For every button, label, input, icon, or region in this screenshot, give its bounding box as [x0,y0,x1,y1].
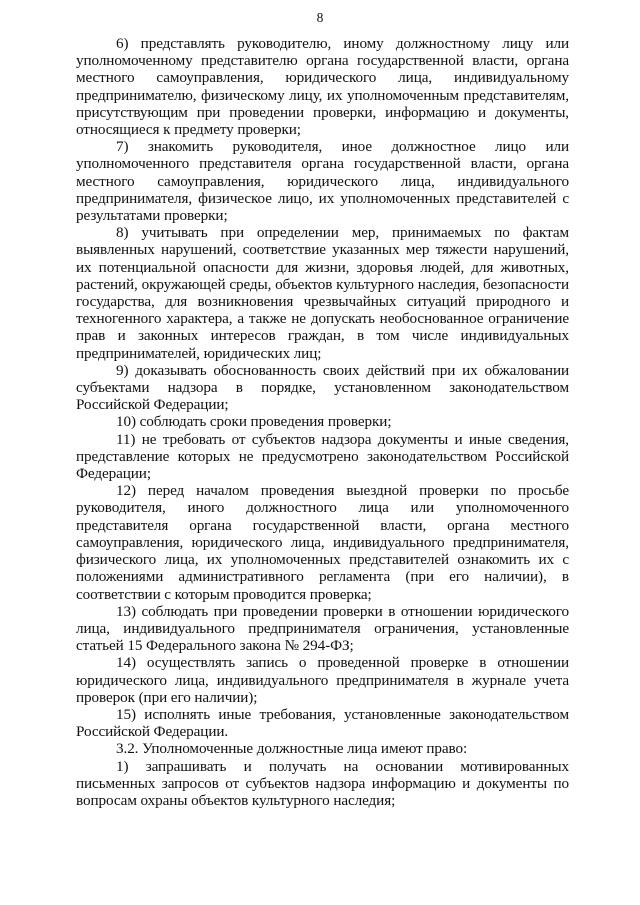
document-body [76,35,569,809]
paragraph-item-10: 10) соблюдать сроки проведения проверки; [116,413,392,431]
page-number: 8 [316,10,324,25]
paragraph-item-12: 12) перед началом проведения выездной проверки по просьбе руководителя, иного должностного лица или уполномоченного представителя органа государственной власти, органа местного самоуправления, юридического лица, индивидуального предпринимателя, физического лица, их уполномоченных представителей ознакомить их с положениями административного регламента (при его наличии), в соответствии с которым проводится проверка; [76,482,569,603]
section-heading-3-2: 3.2. Уполномоченные должностные лица имеют право: [116,740,468,758]
paragraph-item-13: 13) соблюдать при проведении проверки в отношении юридического лица, индивидуального предпринимателя ограничения, установленные статьей 15 Федерального закона № 294-ФЗ; [76,602,569,655]
paragraph-item-8: 8) учитывать при определении мер, принимаемых по фактам выявленных нарушений, соответствие указанных мер тяжести нарушений, их потенциальной опасности для жизни, здоровья людей, для животных, растений, окружающей среды, объектов культурного наследия, безопасности государства, для возникновения чрезвычайных ситуаций природного и техногенного характера, а также не допускать необоснованное ограничение прав и законных интересов граждан, в том числе индивидуальных предпринимателей, юридических лиц; [76,224,569,362]
paragraph-item-14: 14) осуществлять запись о проведенной проверке в отношении юридического лица, индивидуального предпринимателя в журнале учета проверок (при его наличии); [76,654,569,706]
paragraph-item-1: 1) запрашивать и получать на основании мотивированных письменных запросов от субъектов надзора информацию и документы по вопросам охраны объектов культурного наследия; [76,757,569,809]
paragraph-item-15: 15) исполнять иные требования, установленные законодательством Российской Федерации. [76,705,569,741]
paragraph-item-9: 9) доказывать обоснованность своих действий при их обжаловании субъектами надзора в порядке, установленном законодательством Российской Федерации; [76,361,569,414]
paragraph-item-7: 7) знакомить руководителя, иное должностное лицо или уполномоченного представителя органа государственной власти, органа местного самоуправления, юридического лица, индивидуального предпринимателя, физическое лицо, их уполномоченных представителей с результатами проверки; [76,138,569,225]
paragraph-item-6: 6) представлять руководителю, иному должностному лицу или уполномоченному представителю органа государственной власти, органа местного самоуправления, юридического лица, индивидуальному предпринимателю, физическому лицу, их уполномоченным представителям, присутствующим при проведении проверки, информацию и документы, относящиеся к предмету проверки; [76,35,569,139]
paragraph-item-11: 11) не требовать от субъектов надзора документы и иные сведения, представление которых не предусмотрено законодательством Российской Федерации; [76,430,569,483]
